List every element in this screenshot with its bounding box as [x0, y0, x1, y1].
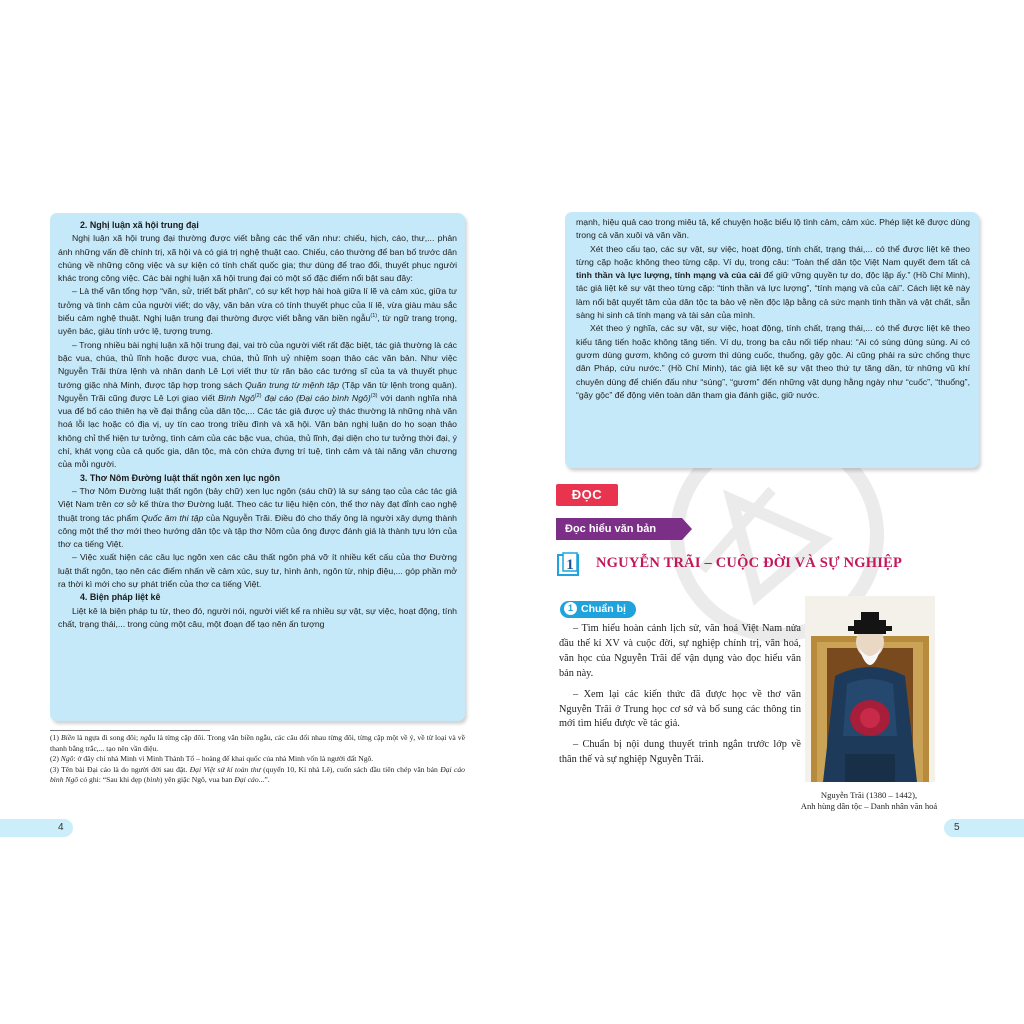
- nguyen-trai-portrait-image: [805, 596, 935, 782]
- footnote-ref: (2): [254, 392, 262, 399]
- section-3-title: 3. Thơ Nôm Đường luật thất ngôn xen lục ngôn: [80, 472, 280, 483]
- preparation-item-2: – Xem lại các kiến thức đã được học về thơ văn Nguyễn Trãi ở Trung học cơ sở và bổ sung các thông tin mới tìm hiểu được về tác giả.: [559, 688, 801, 730]
- footnote-3: (3) Tên bài Đại cáo là do người đời sau đặt. Đại Việt sử kí toàn thư (quyển 10, Kỉ nhà Lê), cuốn sách đầu tiên chép văn bản Đại cáo bình Ngô có ghi: “Sau khi dẹp (bình) yên giặc Ngô, vua ban Đại cáo...”.: [50, 764, 465, 785]
- footnotes: [50, 730, 465, 786]
- right-page: [512, 0, 1024, 1024]
- page-number-bar: [944, 819, 1024, 837]
- preparation-item-3: – Chuẩn bị nội dung thuyết trình ngắn trước lớp về thân thế và sự nghiệp Nguyễn Trãi.: [559, 739, 801, 766]
- section-2-paragraph-3: – Trong nhiều bài nghị luận xã hội trung đại, vai trò của người viết rất đặc biệt, tác giả thường là các bậc vua, chúa, thủ lĩnh hoặc được vua, chúa, thủ lĩnh uỷ nhiệm soạn thảo các văn bản. Như việc Nguyễn Trãi thừa lệnh và nhân danh Lê Lợi viết thư từ răn bảo các tướng sĩ của ta và thuyết phục tướng giặc nhà Minh, được tập hợp trong sách Quân trung từ mệnh tập (Tập văn từ lệnh trong quân). Nguyễn Trãi cũng được Lê Lợi giao viết Bình Ngô$^{(2)}$ đại cáo (Đại cáo bình Ngô)$^{(3)}$ với danh nghĩa nhà vua để bố cáo thiên hạ về đại thắng của dân tộc,... Các tác giả được uỷ thác thường là những nhà văn hoá lỗi lạc hoặc có địa vị, uy tín cao trong triều đình và xã hội. Văn bản nghị luận do họ soạn thảo không chỉ thể hiện tư tưởng, tình cảm của các bậc vua, chúa, thủ lĩnh, đại diện cho tư tưởng thời đại, ý chí, khát vọng của cả quốc gia, dân tộc, mà còn chứa đựng trí tuệ, tình cảm và tài năng văn chương của mỗi người.: [58, 339, 458, 470]
- listing-paragraph-3: Xét theo ý nghĩa, các sự vật, sự việc, hoạt động, tính chất, trạng thái,... có thể được liệt kê theo kiểu tăng tiến hoặc không tăng tiến. Ví dụ, trong ba câu nối tiếp nhau: “Ai có súng dùng súng. Ai có gươm dùng gươm, không có gươm thì dùng cuốc, thuổng, gậy gộc. Ai cũng phải ra sức chống thực dân Pháp, cứu nước.” (Hồ Chí Minh), tác giả liệt kê sự vật theo thứ tự tăng dần, từ những vũ khí chuyên dùng để chiến đấu như “súng”, “gươm” đến những vật dụng hằng ngày như “cuốc”, “thuổng”, “gậy gộc” để động viên toàn dân tham gia đánh giặc, giữ nước.: [576, 323, 970, 400]
- knowledge-box-continued: [565, 212, 979, 468]
- page-number: 4: [58, 822, 64, 833]
- section-2-paragraph-2: – Là thể văn tổng hợp “văn, sử, triết bất phân”, có sự kết hợp hài hoà giữa lí lẽ và cảm xúc, giữa tư tưởng và tình cảm của người viết; do vậy, văn bản vừa có tính thuyết phục của lí lẽ, vừa giàu màu sắc biểu cảm nghệ thuật. Nghị luận trung đại thường được viết bằng văn biền ngẫu$^{(1)}$, từ ngữ trang trọng, uyên bác, giàu tính ước lệ, tượng trưng.: [58, 286, 458, 337]
- preparation-badge: [560, 601, 636, 618]
- preparation-label: Chuẩn bị: [581, 603, 626, 615]
- section-4-paragraph-1: Liệt kê là biện pháp tu từ, theo đó, người nói, người viết kể ra nhiều sự vật, sự việc, hoạt động, tính chất, trạng thái,... trong cùng một câu, một đoạn để tạo nên ấn tượng: [58, 605, 457, 629]
- reading-section-badge: ĐỌC: [556, 484, 618, 506]
- lesson-number-icon: [556, 552, 584, 578]
- section-2-paragraph-1: Nghị luận xã hội trung đại thường được viết bằng các thể văn như: chiếu, hịch, cáo, thư,... phản ánh những vấn đề chính trị, xã hội và có giá trị nghệ thuật cao. Chiếu, cáo thường để ban bố trước dân chúng về những công việc và sự kiện có tính chất quốc gia; thư dùng để trao đổi, thuyết phục người khác trong công việc. Các bài nghị luận xã hội trung đại có một số đặc điểm nổi bật sau đây:: [58, 233, 457, 284]
- portrait-caption: [782, 790, 956, 812]
- listing-paragraph-2: Xét theo cấu tạo, các sự vật, sự việc, hoạt động, tính chất, trạng thái,... có thể được liệt kê theo từng cặp hoặc không theo từng cặp. Ví dụ, trong câu: “Toàn thể dân tộc Việt Nam quyết đem tất cả tinh thần và lực lượng, tính mạng và của cải để giữ vững quyền tự do, độc lập ấy.” (Hồ Chí Minh), tác giả liệt kê sự vật theo từng cặp: “tinh thần và lực lượng”, “tính mạng và của cải”. Cách liệt kê này làm nổi bật quyết tâm của dân tộc ta bảo vệ nền độc lập bằng cả sức mạnh tinh thần và vật chất, sẵn sàng hi sinh cả tính mạng và tài sản của mình.: [576, 243, 970, 321]
- preparation-item-1: – Tìm hiểu hoàn cảnh lịch sử, văn hoá Việt Nam nửa đầu thế kỉ XV và cuộc đời, sự nghiệp chính trị, văn hoá, văn học của Nguyễn Trãi để vận dụng vào đọc hiểu văn bản này.: [559, 623, 801, 679]
- knowledge-box: [50, 213, 465, 721]
- section-3-paragraph-2: – Việc xuất hiện các câu lục ngôn xen các câu thất ngôn phá vỡ ít nhiều kết cấu của thơ Đường luật thất ngôn, tạo nên các điểm nhấn về cảm xúc, suy tư, hình ảnh, ngôn từ, nhịp điệu,... góp phần mở ra thời kì mới cho sự phát triển của thơ ca tiếng Việt.: [58, 552, 457, 590]
- reading-comprehension-tag: Đọc hiểu văn bản: [556, 518, 682, 540]
- listing-paragraph-1: mạnh, hiệu quả cao trong miêu tả, kể chuyện hoặc biểu lộ tình cảm, cảm xúc. Phép liệt kê được dùng trong cả văn xuôi và văn vần.: [576, 217, 970, 241]
- lesson-title: NGUYỄN TRÃI – CUỘC ĐỜI VÀ SỰ NGHIỆP: [596, 555, 903, 571]
- preparation-number: 1: [564, 602, 577, 615]
- page-number-bar: [0, 819, 73, 837]
- footnote-rule: [50, 730, 210, 731]
- caption-line-2: Anh hùng dân tộc – Danh nhân văn hoá: [800, 801, 938, 811]
- lesson-number: 1: [566, 557, 574, 573]
- footnote-1: (1) Biền là ngựa đi song đôi; ngẫu là từng cặp đôi. Trong văn biền ngẫu, các câu đối nhau từng đôi, từng cặp một về ý, về từ loại và về thanh bằng trắc,... tạo nên vần điệu.: [50, 733, 465, 753]
- section-3-paragraph-1: – Thơ Nôm Đường luật thất ngôn (bảy chữ) xen lục ngôn (sáu chữ) là sự sáng tạo của các tác giả Việt Nam trên cơ sở kế thừa thơ Đường luật. Theo các tư liệu hiện còn, thể thơ này đạt đỉnh cao nghệ thuật trong tác phẩm Quốc âm thi tập của Nguyễn Trãi. Điều đó cho thấy ông là người xây dựng thành công một thể thơ mới theo hướng dân tộc và tập thơ Nôm của ông được đánh giá là thành tựu lớn của thơ ca tiếng Việt.: [58, 485, 457, 550]
- footnote-ref: (1): [370, 313, 378, 320]
- preparation-text: [559, 622, 801, 774]
- footnote-ref: (3): [370, 392, 378, 399]
- section-2-title: 2. Nghị luận xã hội trung đại: [80, 220, 199, 230]
- page-number: 5: [954, 822, 960, 833]
- footnote-2: (2) Ngô: ở đây chỉ nhà Minh vì Minh Thành Tổ – hoàng đế khai quốc của nhà Minh vốn là người đất Ngô.: [50, 754, 374, 764]
- section-4-title: 4. Biện pháp liệt kê: [80, 592, 161, 603]
- caption-line-1: Nguyễn Trãi (1380 – 1442),: [820, 790, 918, 800]
